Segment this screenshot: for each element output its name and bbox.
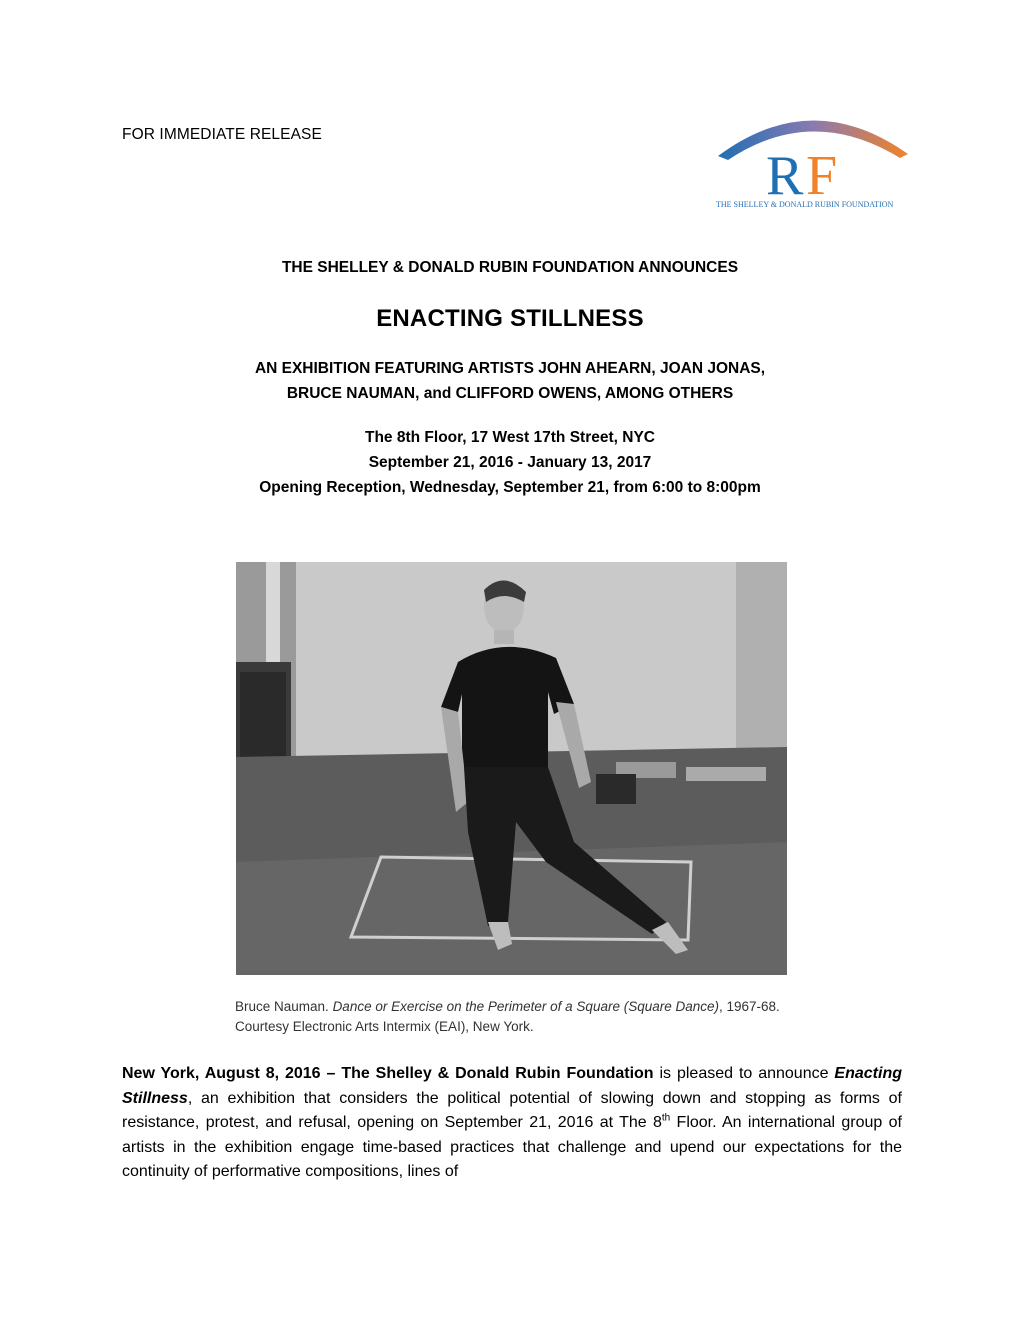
body-text-2: , an exhibition that considers the political potential of slowing down and stopping as forms of resistance, protest, and refusal, opening on September 21, 2016 at The 8 (122, 1089, 902, 1131)
subtitle-line-1: AN EXHIBITION FEATURING ARTISTS JOHN AHEARN, JOAN JONAS, (254, 360, 766, 377)
caption-credit: Courtesy Electronic Arts Intermix (EAI), New York. (235, 1019, 534, 1034)
logo-tagline: THE SHELLEY & DONALD RUBIN FOUNDATION (716, 200, 894, 209)
dateline: New York, August 8, 2016 – The Shelley & Donald Rubin Foundation (122, 1065, 654, 1082)
body-paragraph (122, 1062, 902, 1185)
reception-line: Opening Reception, Wednesday, September 21, from 6:00 to 8:00pm (259, 479, 761, 496)
caption-artist: Bruce Nauman. (235, 999, 329, 1014)
subtitle-line-2: BRUCE NAUMAN, and CLIFFORD OWENS, AMONG OTHERS (286, 385, 734, 402)
foundation-logo (712, 96, 920, 214)
caption-title: Dance or Exercise on the Perimeter of a Square (Square Dance) (332, 999, 720, 1014)
superscript-th: th (661, 1112, 671, 1124)
exhibition-name: Enacting Stillness (122, 1065, 902, 1107)
exhibition-title: ENACTING STILLNESS (376, 305, 644, 332)
release-label: FOR IMMEDIATE RELEASE (122, 126, 322, 143)
dates-line: September 21, 2016 - January 13, 2017 (368, 454, 652, 471)
photo-caption (235, 997, 780, 1037)
announce-heading: THE SHELLEY & DONALD RUBIN FOUNDATION ANNOUNCES (281, 259, 739, 276)
exhibition-photo (236, 562, 787, 975)
logo-letter-f: F (806, 145, 838, 207)
caption-year: , 1967-68. (719, 999, 780, 1014)
logo-letter-r: R (766, 145, 804, 207)
body-text-1: is pleased to announce (653, 1065, 835, 1082)
venue-line: The 8th Floor, 17 West 17th Street, NYC (365, 429, 655, 446)
body-text-3: Floor. An international group of artists in the exhibition engage time-based practices that challenge and upend our expectations for the continuity of performative compositions, lines of (122, 1114, 902, 1180)
